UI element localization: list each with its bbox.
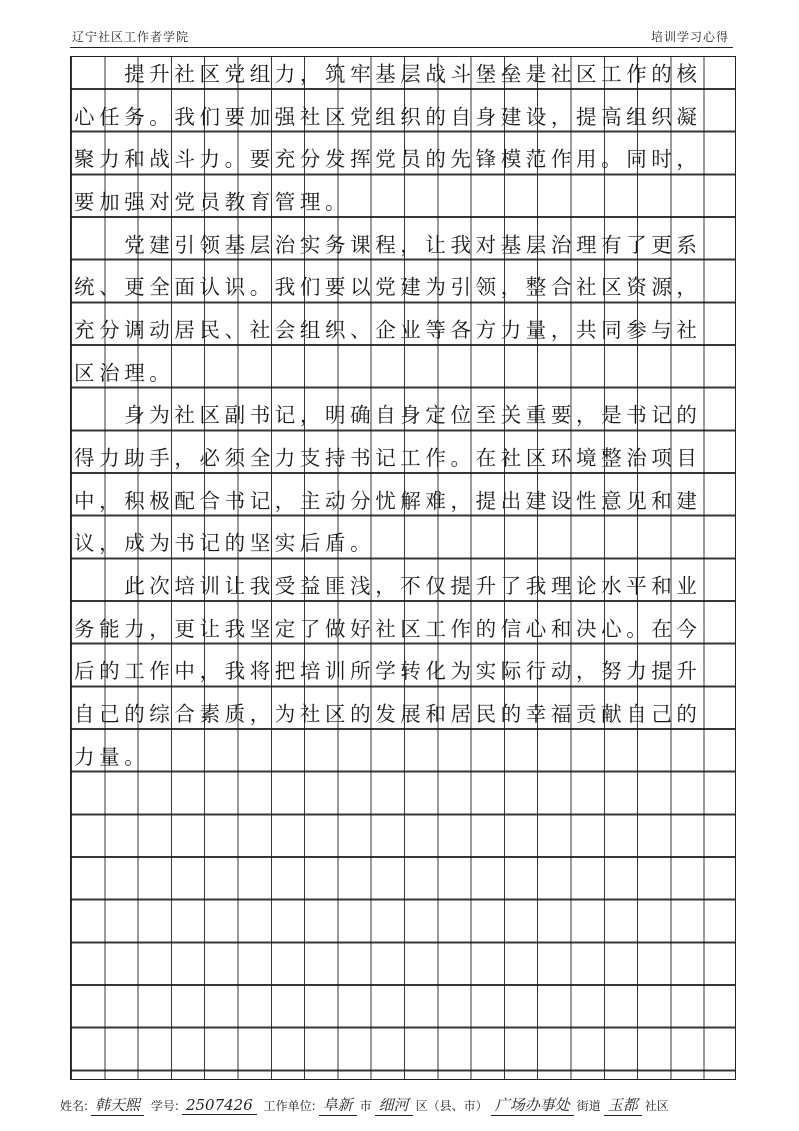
essay-line: 力量。: [74, 745, 150, 769]
essay-line: 议，成为书记的坚实后盾。: [74, 531, 376, 555]
header-rule: [70, 47, 733, 48]
essay-line: 党建引领基层治实务课程，让我对基层治理有了更系: [74, 233, 702, 257]
unit-label: 工作单位:: [263, 1099, 316, 1113]
essay-line: 要加强对党员教育管理。: [74, 190, 351, 214]
community-value: 玉都: [604, 1094, 642, 1116]
district-value: 细河: [375, 1094, 413, 1116]
essay-line: 务能力，更让我坚定了做好社区工作的信心和决心。在今: [74, 617, 702, 641]
essay-line: 身为社区副书记，明确自身定位至关重要，是书记的: [74, 403, 702, 427]
id-label: 学号:: [150, 1099, 179, 1113]
signature-footer: [60, 1094, 780, 1116]
essay-line: 统、更全面认识。我们要以党建为引领，整合社区资源，: [74, 275, 702, 299]
essay-line: 得力助手，必须全力支持书记工作。在社区环境整治项目: [74, 446, 702, 470]
district-suffix: 区（县、市）: [415, 1099, 488, 1113]
essay-line: 自己的综合素质，为社区的发展和居民的幸福贡献自己的: [74, 702, 702, 726]
id-value: 2507426: [182, 1096, 257, 1115]
header-doc-type: 培训学习心得: [650, 30, 729, 44]
essay-line: 提升社区党组力，筑牢基层战斗堡垒是社区工作的核: [74, 62, 702, 86]
street-suffix: 街道: [576, 1099, 601, 1113]
name-label: 姓名:: [60, 1099, 89, 1113]
city-value: 阜新: [319, 1094, 357, 1116]
name-value: 韩天熙: [91, 1094, 144, 1116]
essay-line: 中，积极配合书记，主动分忧解难，提出建设性意见和建: [74, 489, 702, 513]
essay-line: 区治理。: [74, 361, 175, 385]
essay-line: 聚力和战斗力。要充分发挥党员的先锋模范作用。同时，: [74, 147, 702, 171]
essay-line: 充分调动居民、社会组织、企业等各方力量，共同参与社: [74, 318, 702, 342]
community-suffix: 社区: [644, 1099, 669, 1113]
header-institution: 辽宁社区工作者学院: [72, 30, 190, 44]
essay-line: 后的工作中，我将把培训所学转化为实际行动，努力提升: [74, 659, 702, 683]
essay-line: 心任务。我们要加强社区党组织的自身建设，提高组织凝: [74, 105, 702, 129]
city-suffix: 市: [359, 1099, 372, 1113]
street-value: 广场办事处: [491, 1094, 574, 1116]
essay-line: 此次培训让我受益匪浅，不仅提升了我理论水平和业: [74, 574, 702, 598]
